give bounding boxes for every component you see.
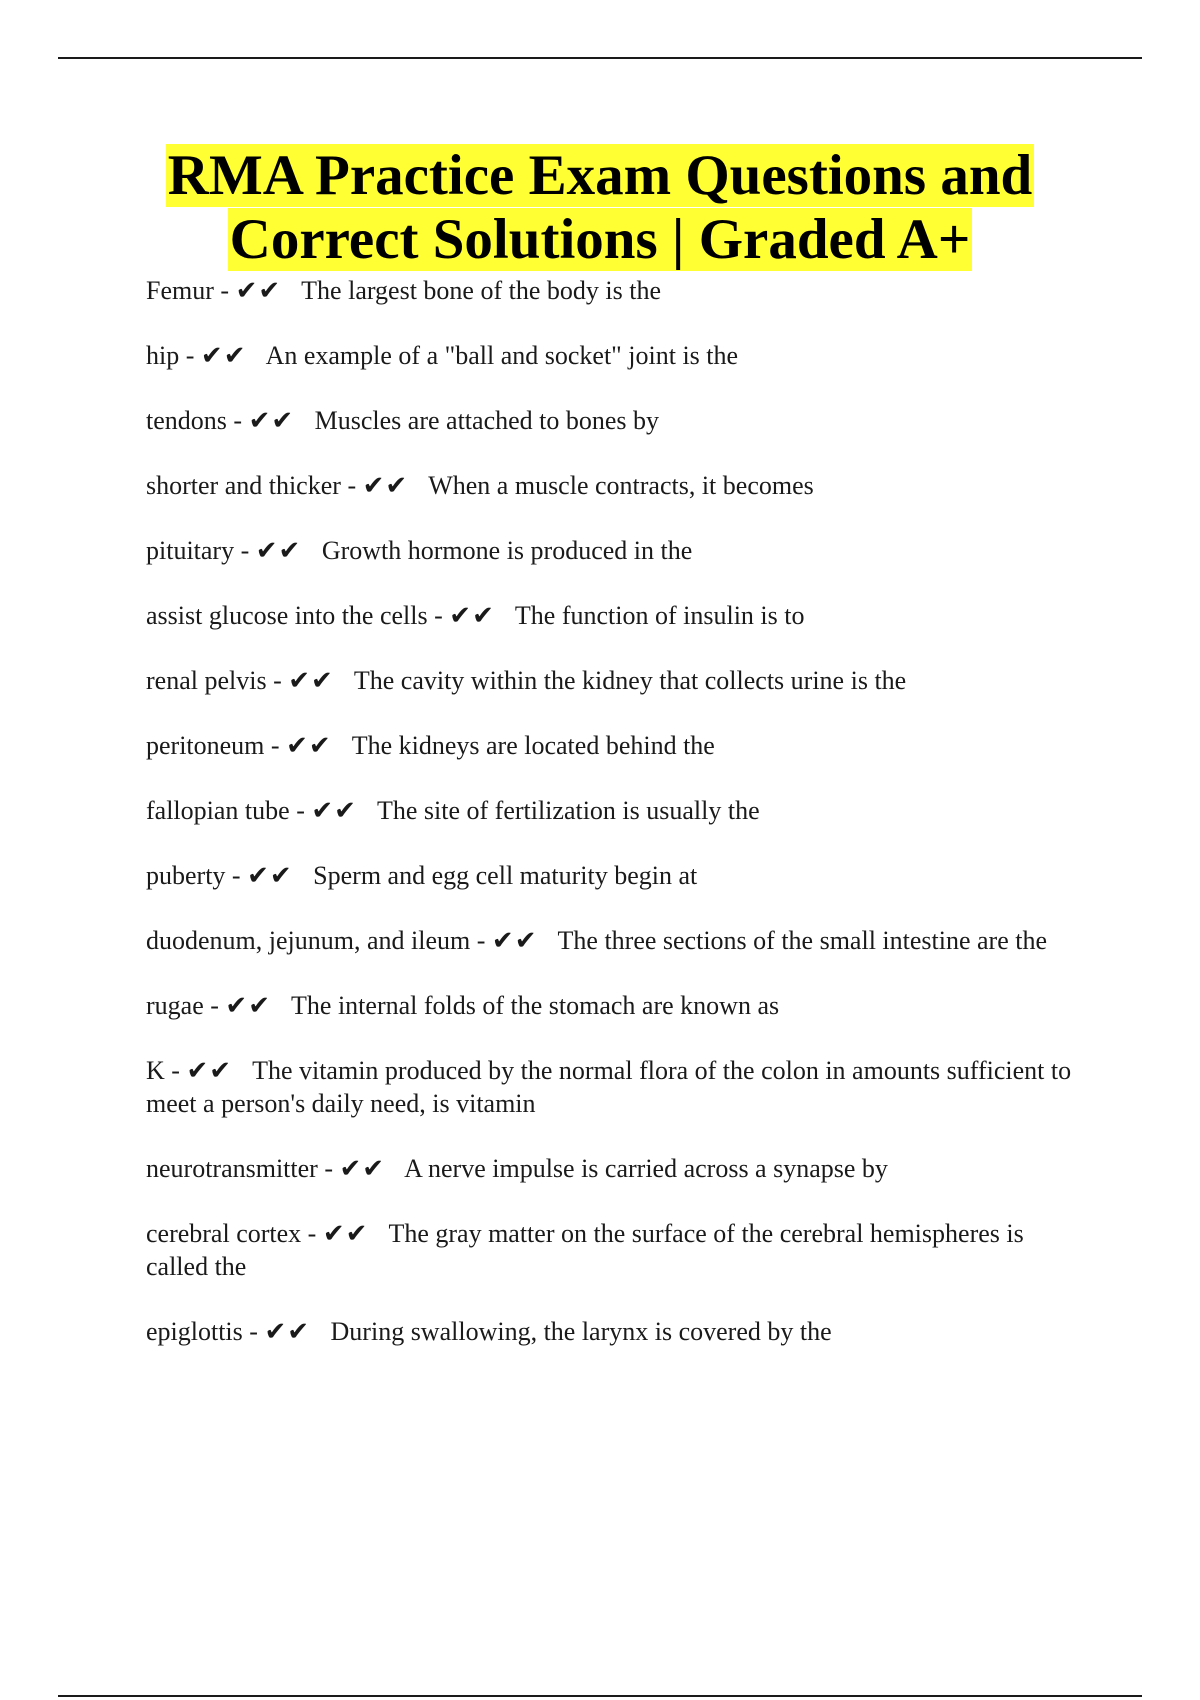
check-mark-icon: ✔✔	[186, 1056, 233, 1085]
answer-text: epiglottis	[146, 1317, 243, 1346]
check-mark-icon: ✔✔	[247, 861, 293, 890]
question-text: The kidneys are located behind the	[351, 731, 715, 760]
check-mark-icon: ✔✔	[248, 406, 295, 435]
qa-item: duodenum, jejunum, and ileum - ✔✔ The three sections of the small intestine are the	[146, 926, 1048, 955]
document-title-line-1: RMA Practice Exam Questions and	[167, 144, 1033, 207]
qa-item: K - ✔✔ The vitamin produced by the normal flora of the colon in amounts sufficient to meet a person's daily need, is vitamin	[146, 1056, 1072, 1118]
qa-item: rugae - ✔✔ The internal folds of the stomach are known as	[146, 991, 780, 1020]
question-text: Sperm and egg cell maturity begin at	[313, 861, 698, 890]
qa-item: puberty - ✔✔ Sperm and egg cell maturity begin at	[146, 861, 698, 890]
qa-item: shorter and thicker - ✔✔ When a muscle contracts, it becomes	[146, 471, 814, 500]
document-title-line-2: Correct Solutions | Graded A+	[229, 208, 971, 271]
check-mark-icon: ✔✔	[311, 796, 357, 825]
answer-text: puberty	[146, 861, 226, 890]
question-answer-list	[146, 274, 1086, 1348]
question-text: During swallowing, the larynx is covered by the	[330, 1317, 832, 1346]
question-text: The vitamin produced by the normal flora of the colon in amounts sufficient to meet a person's daily need, is vitamin	[146, 1056, 1072, 1118]
check-mark-icon: ✔✔	[362, 471, 409, 500]
answer-text: neurotransmitter	[146, 1154, 318, 1183]
question-text: The gray matter on the surface of the cerebral hemispheres is called the	[146, 1219, 1024, 1281]
check-mark-icon: ✔✔	[264, 1317, 311, 1346]
check-mark-icon: ✔✔	[339, 1154, 386, 1183]
check-mark-icon: ✔✔	[491, 926, 538, 955]
qa-item: peritoneum - ✔✔ The kidneys are located behind the	[146, 731, 715, 760]
question-text: The largest bone of the body is the	[301, 276, 661, 305]
question-text: The three sections of the small intestine are the	[557, 926, 1048, 955]
qa-item: pituitary - ✔✔ Growth hormone is produced in the	[146, 536, 693, 565]
check-mark-icon: ✔✔	[235, 276, 282, 305]
top-divider	[58, 57, 1142, 59]
qa-item: renal pelvis - ✔✔ The cavity within the kidney that collects urine is the	[146, 666, 907, 695]
qa-item: hip - ✔✔ An example of a "ball and socket" joint is the	[146, 341, 739, 370]
qa-item: Femur - ✔✔ The largest bone of the body is the	[146, 276, 661, 305]
question-text: The site of fertilization is usually the	[376, 796, 760, 825]
answer-text: Femur	[146, 276, 214, 305]
question-text: When a muscle contracts, it becomes	[428, 471, 814, 500]
qa-item: tendons - ✔✔ Muscles are attached to bones by	[146, 406, 660, 435]
qa-item: fallopian tube - ✔✔ The site of fertilization is usually the	[146, 796, 760, 825]
answer-text: peritoneum	[146, 731, 265, 760]
bottom-divider	[58, 1695, 1142, 1697]
answer-text: tendons	[146, 406, 227, 435]
check-mark-icon: ✔✔	[286, 731, 332, 760]
answer-text: K	[146, 1056, 165, 1085]
document-title	[80, 144, 1120, 272]
question-text: The cavity within the kidney that collects urine is the	[353, 666, 907, 695]
answer-text: rugae	[146, 991, 204, 1020]
check-mark-icon: ✔✔	[288, 666, 334, 695]
answer-text: cerebral cortex	[146, 1219, 302, 1248]
answer-text: assist glucose into the cells	[146, 601, 428, 630]
question-text: The internal folds of the stomach are known as	[291, 991, 780, 1020]
check-mark-icon: ✔✔	[225, 991, 271, 1020]
check-mark-icon: ✔✔	[255, 536, 302, 565]
question-text: Muscles are attached to bones by	[314, 406, 660, 435]
qa-item: epiglottis - ✔✔ During swallowing, the larynx is covered by the	[146, 1317, 832, 1346]
answer-text: fallopian tube	[146, 796, 290, 825]
answer-text: renal pelvis	[146, 666, 267, 695]
answer-text: hip	[146, 341, 180, 370]
question-text: Growth hormone is produced in the	[321, 536, 693, 565]
qa-item: assist glucose into the cells - ✔✔ The function of insulin is to	[146, 601, 805, 630]
answer-text: shorter and thicker	[146, 471, 341, 500]
qa-item: neurotransmitter - ✔✔ A nerve impulse is carried across a synapse by	[146, 1154, 888, 1183]
question-text: The function of insulin is to	[514, 601, 805, 630]
qa-item: cerebral cortex - ✔✔ The gray matter on the surface of the cerebral hemispheres is called the	[146, 1219, 1024, 1281]
question-text: An example of a "ball and socket" joint is the	[265, 341, 739, 370]
check-mark-icon: ✔✔	[322, 1219, 369, 1248]
answer-text: duodenum, jejunum, and ileum	[146, 926, 471, 955]
question-text: A nerve impulse is carried across a synapse by	[404, 1154, 888, 1183]
answer-text: pituitary	[146, 536, 235, 565]
check-mark-icon: ✔✔	[200, 341, 247, 370]
check-mark-icon: ✔✔	[449, 601, 495, 630]
